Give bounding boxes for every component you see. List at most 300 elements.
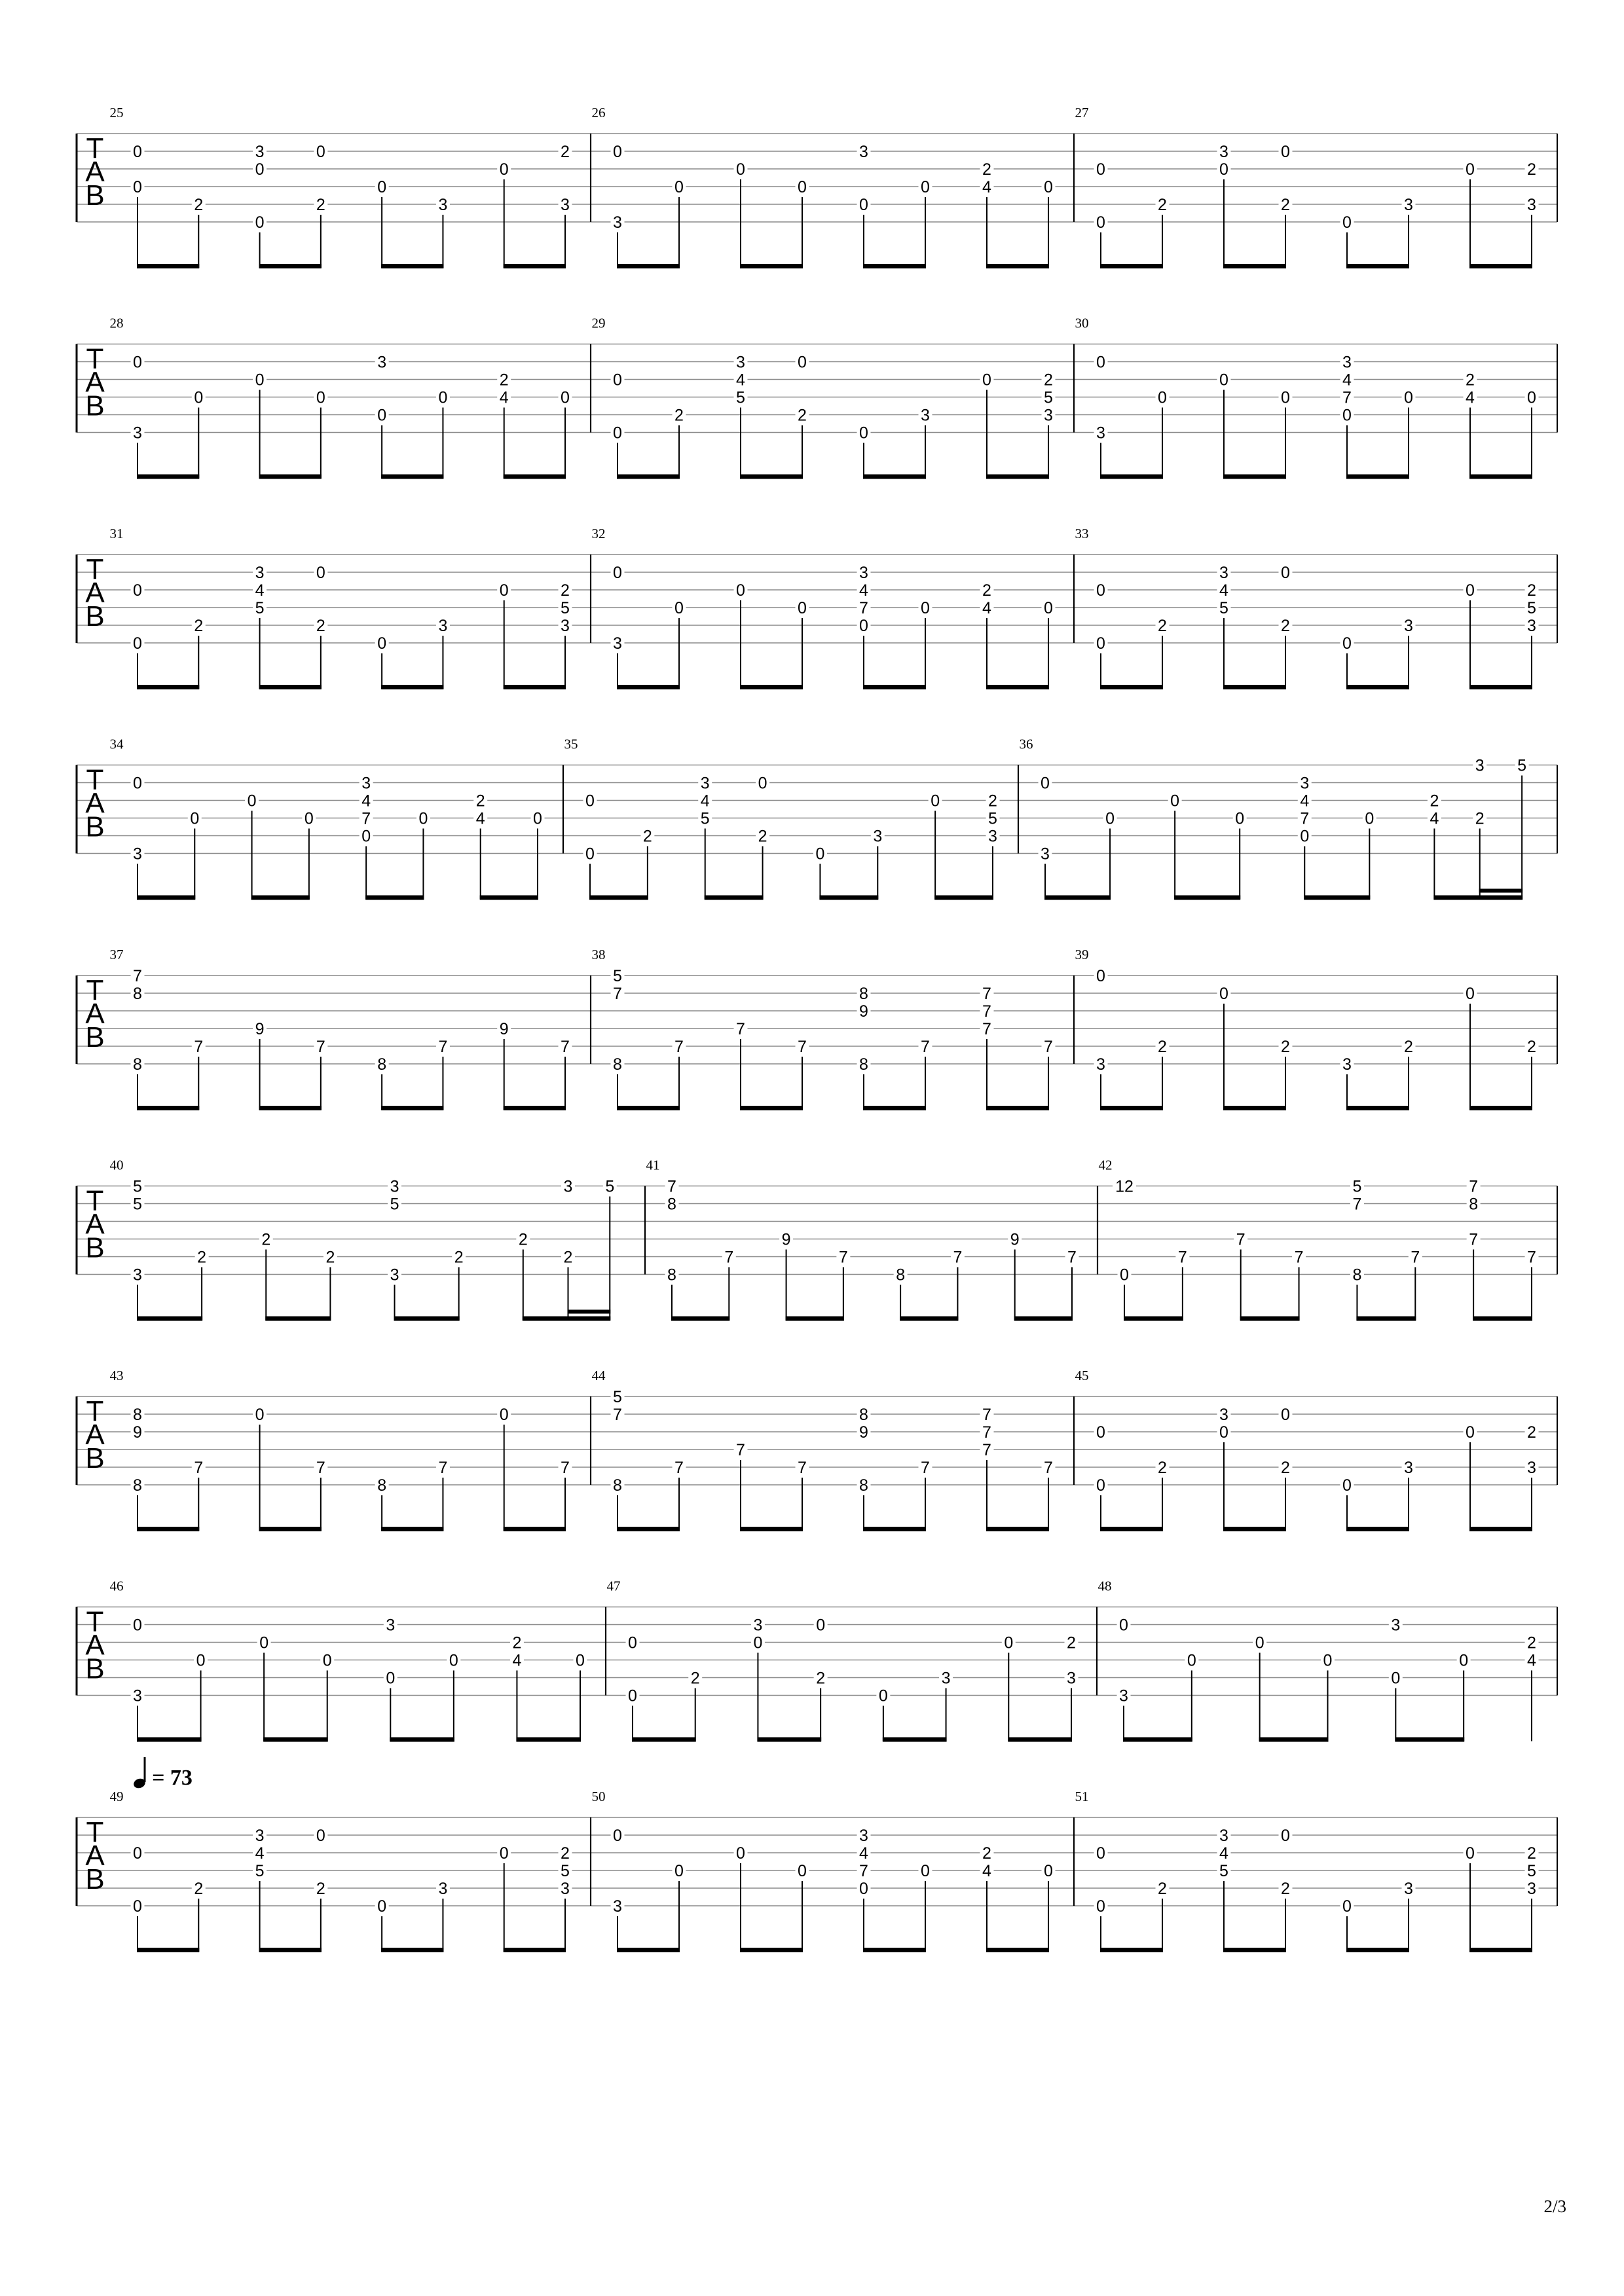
fret-number: 0 (859, 196, 868, 214)
beam (259, 685, 322, 689)
sixteenth-beam (1479, 889, 1522, 893)
fret-number: 2 (1067, 1633, 1076, 1652)
fret-number: 4 (982, 599, 991, 617)
fret-number: 8 (896, 1266, 906, 1285)
fret-number: 0 (499, 160, 509, 179)
fret-number: 8 (1469, 1195, 1479, 1214)
fret-number: 8 (667, 1195, 676, 1214)
fret-number: 0 (859, 1880, 868, 1898)
fret-number: 2 (561, 1844, 570, 1863)
fret-number: 7 (982, 985, 991, 1003)
fret-number: 4 (361, 792, 371, 811)
beam (137, 1317, 202, 1321)
fret-number: 0 (449, 1651, 458, 1670)
fret-number: 4 (1219, 581, 1228, 600)
fret-number: 7 (1469, 1230, 1479, 1249)
fret-number: 7 (1044, 1038, 1053, 1056)
fret-number: 2 (261, 1230, 271, 1249)
fret-number: 0 (133, 581, 142, 600)
fret-number: 7 (724, 1248, 734, 1267)
fret-number: 9 (859, 1423, 868, 1442)
fret-number: 8 (667, 1266, 676, 1285)
measure-number: 46 (109, 1578, 124, 1594)
fret-number: 0 (133, 774, 142, 793)
fret-number: 7 (667, 1177, 676, 1196)
fret-number: 0 (499, 581, 509, 600)
fret-number: 3 (1404, 1459, 1413, 1477)
tab-clef-letter: A (85, 577, 105, 609)
fret-number: 9 (781, 1230, 791, 1249)
fret-number: 4 (512, 1651, 522, 1670)
beam (1100, 685, 1163, 689)
fret-number: 2 (988, 792, 997, 811)
fret-number: 2 (561, 143, 570, 161)
fret-number: 4 (255, 581, 265, 600)
fret-number: 3 (873, 827, 883, 846)
beam (883, 1738, 947, 1742)
fret-number: 7 (561, 1459, 570, 1477)
beam (1124, 1317, 1183, 1321)
beam (1469, 1106, 1532, 1110)
beam (1223, 1106, 1286, 1110)
fret-number: 0 (758, 774, 767, 793)
fret-number: 2 (674, 406, 684, 425)
beam (1469, 1527, 1532, 1531)
tab-clef-letter: B (85, 179, 105, 211)
fret-number: 3 (1527, 1880, 1536, 1898)
beam (863, 475, 926, 479)
beam (259, 475, 322, 479)
fret-number: 0 (133, 1844, 142, 1863)
fret-number: 7 (921, 1459, 930, 1477)
beam (705, 896, 764, 900)
fret-number: 8 (133, 1476, 142, 1495)
fret-number: 7 (1411, 1248, 1420, 1267)
fret-number: 0 (304, 809, 314, 828)
tab-clef-letter: B (85, 1863, 105, 1895)
beam (381, 1106, 443, 1110)
fret-number: 7 (316, 1038, 325, 1056)
fret-number: 0 (255, 1406, 265, 1424)
fret-number: 7 (838, 1248, 848, 1267)
beam (1100, 1948, 1163, 1952)
fret-number: 0 (1235, 809, 1245, 828)
beam (671, 1317, 729, 1321)
fret-number: 0 (931, 792, 940, 811)
fret-number: 4 (859, 581, 868, 600)
fret-number: 9 (859, 1002, 868, 1021)
fret-number: 7 (194, 1459, 204, 1477)
tab-clef-letter: B (85, 811, 105, 843)
fret-number: 4 (982, 178, 991, 196)
fret-number: 2 (512, 1633, 522, 1652)
tab-clef-letter: B (85, 1652, 105, 1685)
fret-number: 8 (133, 1055, 142, 1074)
fret-number: 4 (1527, 1651, 1536, 1670)
fret-number: 2 (1281, 1459, 1290, 1477)
fret-number: 0 (1323, 1651, 1333, 1670)
measure-number: 27 (1075, 105, 1089, 120)
fret-number: 0 (674, 178, 684, 196)
fret-number: 0 (815, 845, 825, 864)
fret-number: 2 (1404, 1038, 1413, 1056)
beam (504, 1527, 566, 1531)
fret-number: 0 (1219, 371, 1228, 390)
fret-number: 5 (1044, 388, 1053, 407)
beam (137, 475, 199, 479)
fret-number: 9 (133, 1423, 142, 1442)
measure-number: 28 (109, 315, 124, 331)
fret-number: 0 (921, 178, 930, 196)
beam (1469, 685, 1532, 689)
beam (1223, 475, 1286, 479)
beam (1473, 1317, 1532, 1321)
fret-number: 7 (316, 1459, 325, 1477)
fret-number: 2 (816, 1669, 826, 1688)
fret-number: 0 (585, 845, 595, 864)
fret-number: 3 (561, 196, 570, 214)
fret-number: 7 (613, 985, 622, 1003)
fret-number: 0 (859, 424, 868, 443)
fret-number: 8 (859, 985, 868, 1003)
fret-number: 2 (194, 1880, 204, 1898)
fret-number: 0 (1404, 388, 1413, 407)
fret-number: 3 (255, 1827, 265, 1845)
fret-number: 8 (377, 1055, 387, 1074)
tab-clef-letter: T (86, 1816, 104, 1848)
beam (617, 1106, 680, 1110)
fret-number: 2 (1158, 1880, 1167, 1898)
fret-number: 3 (921, 406, 930, 425)
fret-number: 2 (1044, 371, 1053, 390)
fret-number: 2 (1281, 1880, 1290, 1898)
fret-number: 0 (322, 1651, 332, 1670)
fret-number: 2 (316, 1880, 325, 1898)
fret-number: 7 (1469, 1177, 1479, 1196)
fret-number: 2 (1527, 581, 1536, 600)
beam (381, 1948, 443, 1952)
beam (265, 1317, 331, 1321)
fret-number: 7 (438, 1459, 448, 1477)
fret-number: 0 (1096, 160, 1105, 179)
fret-number: 7 (674, 1459, 684, 1477)
fret-number: 2 (499, 371, 509, 390)
fret-number: 3 (1404, 1880, 1413, 1898)
fret-number: 0 (1342, 634, 1352, 653)
fret-number: 0 (1281, 1827, 1290, 1845)
tempo-marking: = 73 (152, 1766, 193, 1790)
fret-number: 7 (736, 1441, 745, 1459)
fret-number: 0 (499, 1844, 509, 1863)
tab-clef-letter: A (85, 366, 105, 399)
fret-number: 0 (674, 599, 684, 617)
measure-number: 48 (1098, 1578, 1112, 1594)
fret-number: 4 (1300, 792, 1310, 811)
fret-number: 0 (674, 1862, 684, 1880)
beam (1100, 264, 1163, 268)
measure-number: 38 (591, 947, 606, 962)
fret-number: 2 (1527, 1844, 1536, 1863)
fret-number: 0 (798, 599, 807, 617)
beam (259, 1948, 322, 1952)
fret-number: 2 (194, 196, 204, 214)
fret-number: 7 (561, 1038, 570, 1056)
fret-number: 3 (1342, 1055, 1352, 1074)
beam (1014, 1317, 1073, 1321)
beam (263, 1738, 328, 1742)
beam (1123, 1738, 1192, 1742)
beam (1346, 1527, 1409, 1531)
fret-number: 3 (1342, 353, 1352, 372)
fret-number: 2 (1281, 196, 1290, 214)
fret-number: 7 (982, 1406, 991, 1424)
fret-number: 0 (736, 160, 745, 179)
fret-number: 9 (1010, 1230, 1020, 1249)
beam (1395, 1738, 1464, 1742)
fret-number: 3 (700, 774, 710, 793)
fret-number: 7 (613, 1406, 622, 1424)
fret-number: 0 (1527, 388, 1536, 407)
fret-number: 4 (499, 388, 509, 407)
measure-number: 44 (591, 1368, 606, 1383)
fret-number: 3 (753, 1616, 763, 1635)
fret-number: 4 (1219, 1844, 1228, 1863)
fret-number: 7 (361, 809, 371, 828)
fret-number: 0 (1096, 1476, 1105, 1495)
beam (740, 1106, 803, 1110)
fret-number: 5 (736, 388, 745, 407)
beam (863, 1527, 926, 1531)
beam (1100, 475, 1163, 479)
measure-number: 37 (109, 947, 124, 962)
beam (137, 685, 199, 689)
beam (523, 1317, 610, 1321)
fret-number: 8 (613, 1476, 622, 1495)
tab-clef-letter: T (86, 132, 104, 164)
fret-number: 7 (1300, 809, 1310, 828)
fret-number: 4 (736, 371, 745, 390)
fret-number: 7 (982, 1002, 991, 1021)
fret-number: 5 (390, 1195, 399, 1214)
beam (617, 264, 680, 268)
fret-number: 0 (798, 1862, 807, 1880)
fret-number: 0 (1170, 792, 1180, 811)
fret-number: 3 (1096, 1055, 1105, 1074)
fret-number: 0 (316, 564, 325, 582)
fret-number: 3 (438, 1880, 448, 1898)
fret-number: 3 (563, 1177, 573, 1196)
fret-number: 0 (736, 581, 745, 600)
fret-number: 7 (859, 599, 868, 617)
fret-number: 5 (133, 1195, 142, 1214)
beam (1469, 264, 1532, 268)
fret-number: 0 (255, 213, 265, 232)
fret-number: 7 (982, 1020, 991, 1038)
fret-number: 7 (133, 967, 142, 985)
fret-number: 5 (613, 1388, 622, 1406)
fret-number: 3 (1527, 196, 1536, 214)
beam (390, 1738, 454, 1742)
tab-clef-letter: B (85, 1021, 105, 1053)
fret-number: 0 (1096, 1844, 1105, 1863)
tab-clef-letter: A (85, 1208, 105, 1241)
fret-number: 0 (1158, 388, 1167, 407)
fret-number: 0 (585, 792, 595, 811)
fret-number: 3 (377, 353, 387, 372)
fret-number: 3 (736, 353, 745, 372)
fret-number: 5 (1219, 1862, 1228, 1880)
tab-clef-letter: A (85, 1419, 105, 1451)
fret-number: 0 (628, 1686, 637, 1705)
fret-number: 0 (921, 599, 930, 617)
fret-number: 2 (197, 1248, 207, 1267)
fret-number: 8 (859, 1406, 868, 1424)
measure-number: 41 (646, 1157, 660, 1173)
fret-number: 2 (982, 581, 991, 600)
tab-clef-letter: T (86, 342, 104, 375)
fret-number: 0 (1466, 1844, 1475, 1863)
beam (1259, 1738, 1329, 1742)
fret-number: 0 (499, 1406, 509, 1424)
beam (137, 1738, 202, 1742)
fret-number: 0 (1096, 581, 1105, 600)
fret-number: 0 (613, 424, 622, 443)
measure-number: 29 (591, 315, 606, 331)
beam (381, 264, 443, 268)
measure-number: 47 (606, 1578, 621, 1594)
fret-number: 0 (1105, 809, 1115, 828)
fret-number: 0 (1096, 1423, 1105, 1442)
fret-number: 0 (1044, 178, 1053, 196)
fret-number: 0 (377, 1897, 387, 1916)
fret-number: 4 (700, 792, 710, 811)
fret-number: 2 (518, 1230, 528, 1249)
fret-number: 3 (1527, 1459, 1536, 1477)
fret-number: 0 (1219, 1423, 1228, 1442)
beam (740, 264, 803, 268)
fret-number: 3 (390, 1266, 399, 1285)
beam (137, 1948, 199, 1952)
fret-number: 0 (196, 1651, 206, 1670)
fret-number: 0 (133, 1897, 142, 1916)
fret-number: 5 (605, 1177, 615, 1196)
fret-number: 0 (921, 1862, 930, 1880)
tab-clef-letter: T (86, 1395, 104, 1427)
fret-number: 2 (1158, 617, 1167, 635)
fret-number: 2 (475, 792, 485, 811)
fret-number: 2 (1527, 160, 1536, 179)
beam (986, 685, 1049, 689)
fret-number: 0 (1342, 406, 1352, 425)
fret-number: 0 (1459, 1651, 1469, 1670)
fret-number: 7 (1527, 1248, 1536, 1267)
fret-number: 7 (798, 1038, 807, 1056)
measure-number: 35 (564, 736, 578, 752)
fret-number: 0 (628, 1633, 637, 1652)
beam (740, 1948, 803, 1952)
fret-number: 4 (255, 1844, 265, 1863)
fret-number: 5 (1219, 599, 1228, 617)
fret-number: 3 (561, 1880, 570, 1898)
fret-number: 0 (798, 353, 807, 372)
fret-number: 2 (758, 827, 767, 846)
fret-number: 5 (561, 599, 570, 617)
beam (986, 264, 1049, 268)
beam (1469, 1948, 1532, 1952)
beam (1433, 896, 1522, 900)
measure-number: 32 (591, 526, 606, 541)
fret-number: 2 (1281, 617, 1290, 635)
fret-number: 3 (1219, 1827, 1228, 1845)
fret-number: 3 (390, 1177, 399, 1196)
fret-number: 3 (859, 564, 868, 582)
measure-number: 33 (1075, 526, 1089, 541)
beam (259, 1527, 322, 1531)
beam (986, 1948, 1049, 1952)
measure-number: 34 (109, 736, 124, 752)
fret-number: 3 (1404, 617, 1413, 635)
fret-number: 0 (1281, 564, 1290, 582)
fret-number: 3 (438, 617, 448, 635)
fret-number: 0 (377, 406, 387, 425)
fret-number: 5 (1527, 599, 1536, 617)
fret-number: 3 (1219, 143, 1228, 161)
beam (863, 264, 926, 268)
fret-number: 3 (561, 617, 570, 635)
beam (1356, 1317, 1416, 1321)
measure-number: 45 (1075, 1368, 1089, 1383)
fret-number: 3 (1067, 1669, 1076, 1688)
beam (504, 685, 566, 689)
fret-number: 7 (1352, 1195, 1362, 1214)
fret-number: 3 (133, 424, 142, 443)
beam (504, 475, 566, 479)
fret-number: 0 (316, 388, 325, 407)
beam (1346, 1948, 1409, 1952)
beam (137, 896, 195, 900)
fret-number: 0 (255, 371, 265, 390)
fret-number: 0 (1300, 827, 1310, 846)
fret-number: 7 (953, 1248, 963, 1267)
fret-number: 0 (878, 1686, 888, 1705)
fret-number: 2 (561, 581, 570, 600)
fret-number: 0 (1466, 160, 1475, 179)
fret-number: 7 (1294, 1248, 1304, 1267)
fret-number: 0 (1219, 985, 1228, 1003)
fret-number: 0 (816, 1616, 826, 1635)
fret-number: 3 (1219, 1406, 1228, 1424)
fret-number: 0 (361, 827, 371, 846)
beam (516, 1738, 581, 1742)
fret-number: 0 (1096, 634, 1105, 653)
fret-number: 0 (1342, 1897, 1352, 1916)
tab-clef-letter: T (86, 763, 104, 796)
fret-number: 3 (1391, 1616, 1401, 1635)
fret-number: 4 (1430, 809, 1439, 828)
measure-number: 49 (109, 1789, 124, 1804)
fret-number: 0 (1219, 160, 1228, 179)
fret-number: 8 (1352, 1266, 1362, 1285)
beam (381, 1527, 443, 1531)
fret-number: 5 (1352, 1177, 1362, 1196)
tab-clef-letter: A (85, 1629, 105, 1662)
fret-number: 2 (1527, 1633, 1536, 1652)
fret-number: 0 (133, 634, 142, 653)
tab-clef-letter: A (85, 1840, 105, 1872)
beam (137, 264, 199, 268)
fret-number: 2 (316, 196, 325, 214)
fret-number: 5 (613, 967, 622, 985)
